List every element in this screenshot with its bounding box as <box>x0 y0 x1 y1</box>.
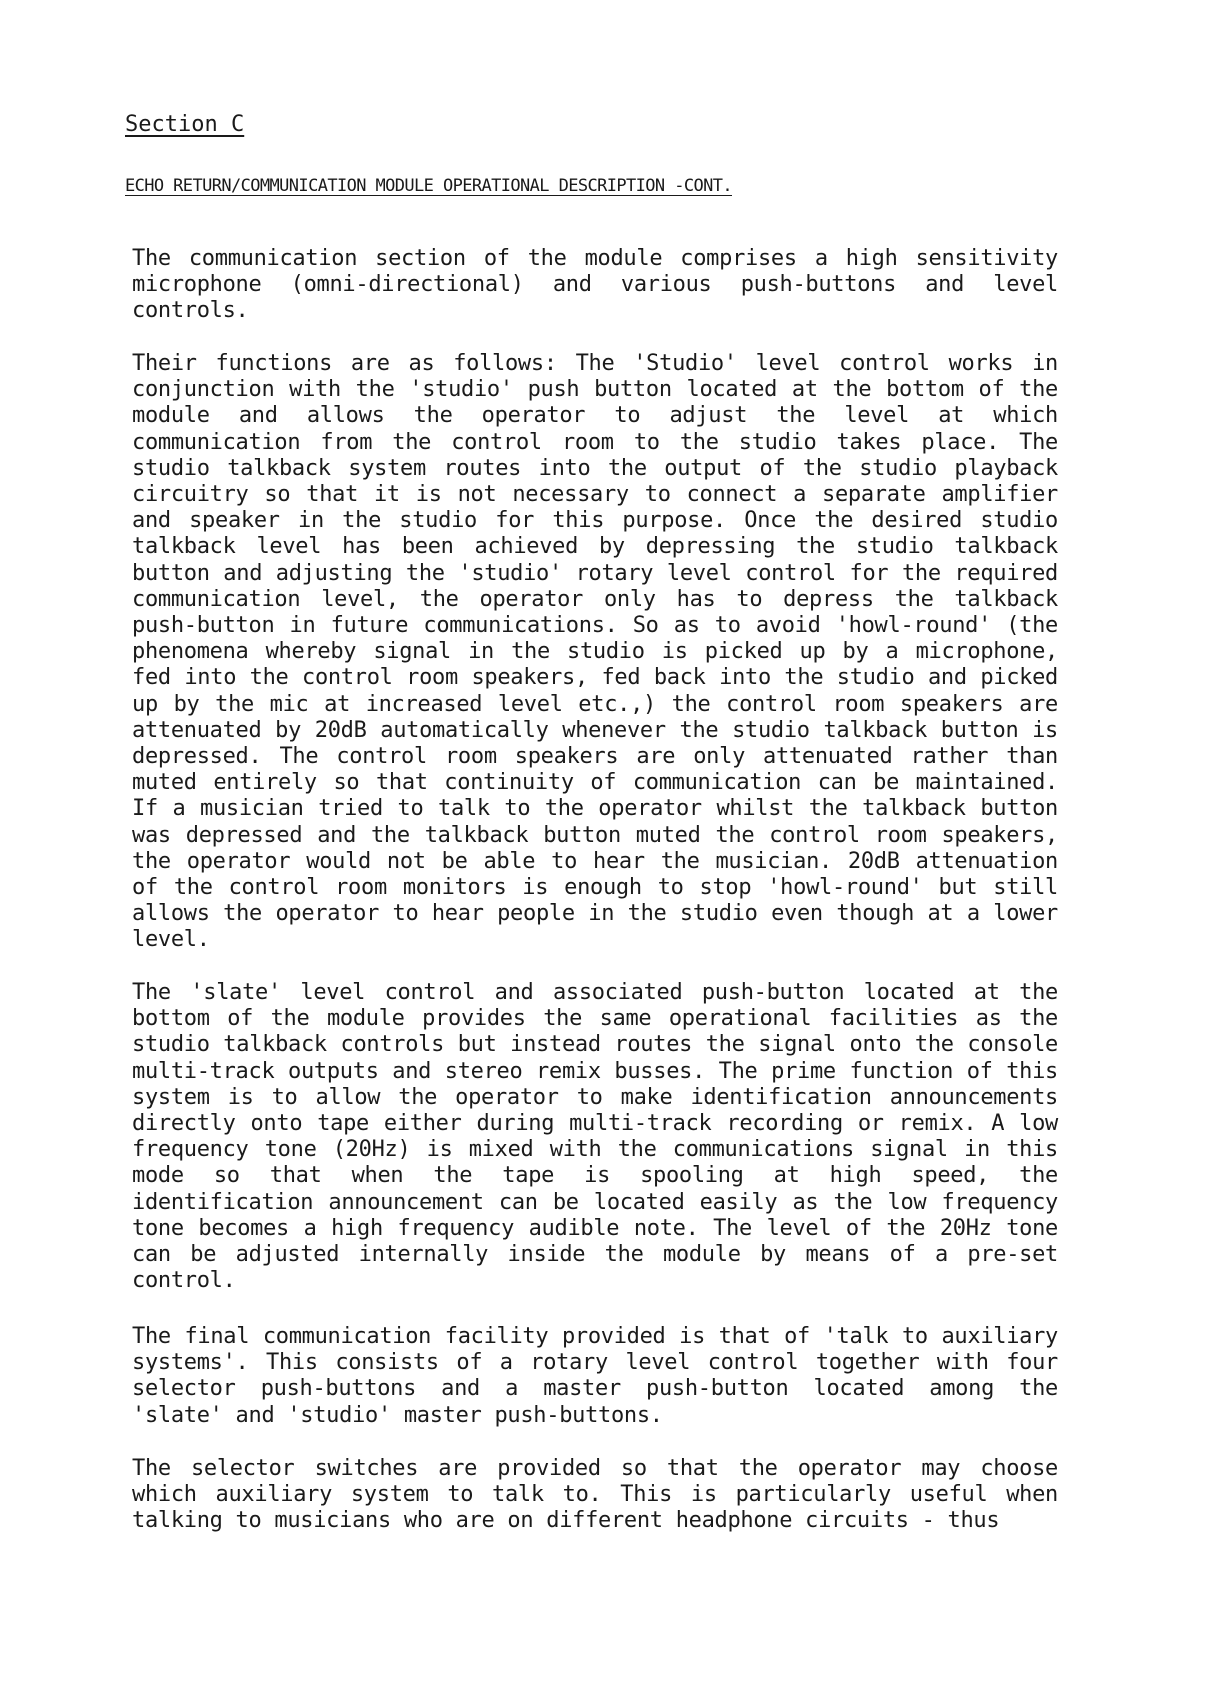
section-label: Section C <box>125 112 245 137</box>
paragraph-slate: The 'slate' level control and associated push-button located at the bottom of the module provides the same operational facilities as the studio talkback controls but instead routes the signal onto the console multi-track outputs and stereo remix busses. The prime function of this system is to allow the operator to make identification announcements directly onto tape either during multi-track recording or remix. A low frequency tone (20Hz) is mixed with the communications signal in this mode so that when the tape is spooling at high speed, the identification announcement can be located easily as the low frequency tone becomes a high frequency audible note. The level of the 20Hz tone can be adjusted internally inside the module by means of a pre-set control. <box>132 980 1058 1294</box>
paragraph-intro: The communication section of the module comprises a high sensitivity microphone (omni-directional) and various push-buttons and level controls. <box>132 246 1058 324</box>
paragraph-auxiliary: The final communication facility provided is that of 'talk to auxiliary systems'. This consists of a rotary level control together with four selector push-buttons and a master push-button located among the 'slate' and 'studio' master push-buttons. <box>132 1324 1058 1428</box>
page-heading: ECHO RETURN/COMMUNICATION MODULE OPERATIONAL DESCRIPTION -CONT. <box>125 176 732 196</box>
paragraph-selector-switches: The selector switches are provided so that the operator may choose which auxiliary system to talk to. This is particularly useful when talking to musicians who are on different headphone circuits - thus <box>132 1456 1058 1534</box>
paragraph-studio-talkback: Their functions are as follows: The 'Studio' level control works in conjunction with the 'studio' push button located at the bottom of the module and allows the operator to adjust the level at which communication from the control room to the studio takes place. The studio talkback system routes into the output of the studio playback circuitry so that it is not necessary to connect a separate amplifier and speaker in the studio for this purpose. Once the desired studio talkback level has been achieved by depressing the studio talkback button and adjusting the 'studio' rotary level control for the required communication level, the operator only has to depress the talkback push-button in future communications. So as to avoid 'howl-round' (the phenomena whereby signal in the studio is picked up by a microphone, fed into the control room speakers, fed back into the studio and picked up by the mic at increased level etc.,) the control room speakers are attenuated by 20dB automatically whenever the studio talkback button is depressed. The control room speakers are only attenuated rather than muted entirely so that continuity of communication can be maintained. If a musician tried to talk to the operator whilst the talkback button was depressed and the talkback button muted the control room speakers, the operator would not be able to hear the musician. 20dB attenuation of the control room monitors is enough to stop 'howl-round' but still allows the operator to hear people in the studio even though at a lower level. <box>132 351 1058 953</box>
